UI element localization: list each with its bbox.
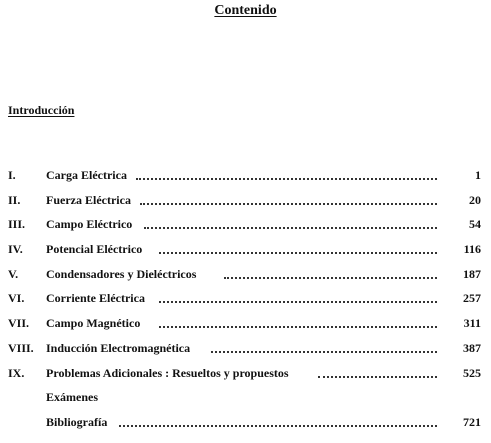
page-title: Contenido [214,3,277,18]
toc-entry-title: Inducción Electromagnética [46,340,191,355]
toc-entry-page: 257 [463,291,481,306]
toc-entry[interactable] [0,315,491,340]
toc-entry-number: VIII. [8,340,34,355]
toc-entry[interactable] [0,167,491,192]
toc-entry-title: Problemas Adicionales : Resueltos y propuestos [46,365,289,380]
toc-dot-leader [144,227,437,229]
toc-entry-number: II. [8,192,21,207]
toc-entry[interactable] [0,241,491,266]
toc-entry-title: Fuerza Eléctrica [46,192,131,207]
toc-entry[interactable] [0,340,491,365]
toc-dot-leader [159,301,437,303]
toc-entry-title: Corriente Eléctrica [46,291,145,306]
toc-entry-number: IV. [8,242,23,257]
toc-entry-page: 116 [463,242,481,257]
toc-entry-page: 525 [463,365,481,380]
toc-entry-title: Bibliografía [46,414,108,429]
toc-entry-title: Condensadores y Dieléctricos [46,266,197,281]
toc-entry[interactable] [0,365,491,390]
toc-entry-title: Carga Eléctrica [46,168,127,182]
toc-dot-leader [211,351,437,353]
toc-dot-leader [119,425,437,427]
toc-entry[interactable] [0,216,491,241]
toc-entry-number: III. [8,217,26,232]
toc-entry-number: VI. [8,291,25,306]
toc-entry-page: 1 [475,168,481,182]
toc-entry-page: 187 [463,266,481,281]
toc-entry-page: 311 [463,316,481,331]
toc-entry-title: Exámenes [46,390,98,405]
section-heading-introduccion: Introducción [8,103,75,117]
table-of-contents [0,167,491,439]
toc-entry-title: Potencial Eléctrico [46,242,143,257]
toc-entry[interactable] [0,290,491,315]
toc-dot-leader [224,277,437,279]
toc-entry[interactable] [0,414,491,439]
toc-entry-number: IX. [8,365,25,380]
toc-entry-title: Campo Eléctrico [46,217,133,232]
toc-entry-number: V. [8,266,19,281]
toc-entry-page: 54 [469,217,481,232]
toc-dot-leader [136,178,437,180]
toc-entry-page: 721 [463,414,481,429]
toc-entry-page: 387 [463,340,481,355]
toc-entry[interactable] [0,266,491,291]
toc-entry-title: Campo Magnético [46,316,141,331]
toc-dot-leader [140,203,437,205]
toc-entry-number: I. [8,168,16,182]
toc-entry-page: 20 [469,192,481,207]
toc-dot-leader [318,376,437,378]
toc-entry[interactable] [0,192,491,217]
toc-entry-number: VII. [8,316,30,331]
toc-dot-leader [159,252,437,254]
toc-dot-leader [159,326,437,328]
toc-entry[interactable] [0,389,491,414]
